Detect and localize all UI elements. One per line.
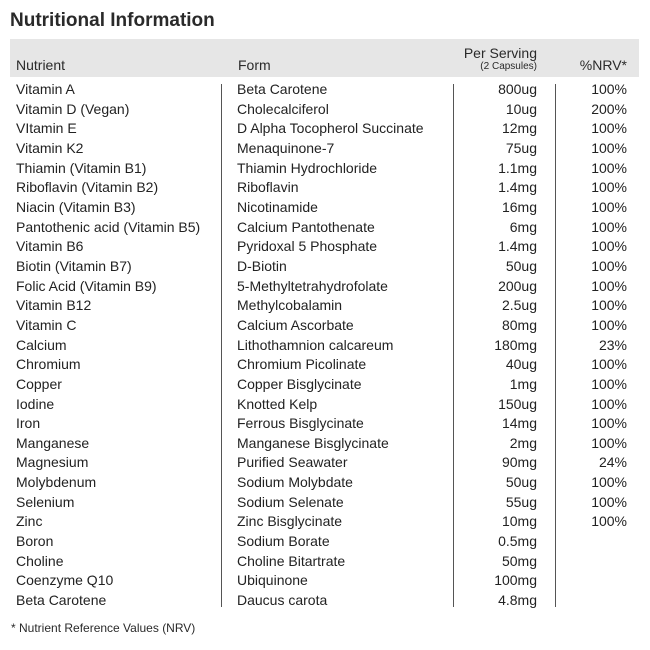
form-cell: Calcium Ascorbate [237, 316, 354, 333]
nutrient-cell: Molybdenum [16, 474, 97, 491]
nrv-cell: 24% [598, 454, 627, 471]
per-serving-cell: 2mg [509, 434, 537, 451]
nrv-cell: 200% [591, 100, 627, 117]
per-serving-cell: 4.8mg [498, 592, 537, 609]
form-cell: Lithothamnion calcareum [237, 336, 394, 353]
nrv-cell: 100% [591, 198, 627, 215]
form-cell: Knotted Kelp [237, 395, 318, 412]
table-row [10, 571, 639, 591]
nrv-cell: 100% [591, 238, 627, 255]
nutrient-cell: Vitamin A [16, 81, 75, 97]
nutrient-cell: Vitamin K2 [16, 139, 84, 156]
per-serving-cell: 50ug [505, 474, 537, 491]
form-cell: Copper Bisglycinate [237, 375, 362, 392]
table-row [10, 375, 639, 395]
nutrient-cell: Thiamin (Vitamin B1) [16, 159, 147, 176]
nrv-cell: 100% [591, 474, 627, 491]
table-row [10, 355, 639, 375]
per-serving-cell: 50ug [505, 257, 537, 274]
form-cell: Sodium Borate [237, 533, 330, 550]
per-serving-cell: 150ug [498, 395, 537, 412]
table-row [10, 178, 639, 198]
nrv-cell: 100% [591, 257, 627, 274]
form-cell: Pyridoxal 5 Phosphate [237, 238, 378, 255]
nrv-cell: 23% [598, 336, 627, 353]
nutrient-cell: VItamin E [16, 120, 77, 137]
nrv-cell: 100% [591, 513, 627, 530]
table-row [10, 218, 639, 238]
per-serving-cell: 2.5ug [501, 297, 537, 314]
nutrient-cell: Selenium [16, 493, 75, 510]
form-cell: Chromium Picolinate [237, 356, 367, 373]
per-serving-cell: 100mg [494, 572, 537, 589]
nrv-cell: 100% [591, 356, 627, 373]
form-cell: Daucus carota [237, 592, 328, 609]
nutrient-cell: Pantothenic acid (Vitamin B5) [16, 218, 201, 235]
nutrient-cell: Iron [16, 415, 41, 432]
nutrient-cell: Choline [16, 552, 64, 569]
form-cell: Methylcobalamin [237, 297, 343, 314]
form-cell: Calcium Pantothenate [237, 218, 375, 235]
table-row [10, 453, 639, 473]
nrv-cell: 100% [591, 395, 627, 412]
nrv-cell: 100% [591, 434, 627, 451]
nutrient-cell: Folic Acid (Vitamin B9) [16, 277, 157, 294]
nutrient-cell: Niacin (Vitamin B3) [16, 198, 136, 215]
table-row [10, 237, 639, 257]
per-serving-cell: 16mg [501, 198, 537, 215]
nrv-cell: 100% [591, 415, 627, 432]
table-row [10, 316, 639, 336]
table-row [10, 532, 639, 552]
form-cell: Nicotinamide [237, 198, 318, 215]
table-row [10, 552, 639, 572]
table-row [10, 512, 639, 532]
nutrient-cell: Calcium [16, 336, 67, 353]
table-header [10, 39, 639, 77]
nrv-cell: 100% [591, 316, 627, 333]
per-serving-cell: 40ug [505, 356, 537, 373]
footnote: * Nutrient Reference Values (NRV) [11, 621, 196, 635]
form-cell: Ferrous Bisglycinate [237, 415, 364, 432]
per-serving-cell: 14mg [501, 415, 537, 432]
nrv-cell: 100% [591, 159, 627, 176]
form-cell: Menaquinone-7 [237, 139, 335, 156]
per-serving-cell: 1.4mg [498, 179, 537, 196]
page-title: Nutritional Information [10, 10, 215, 31]
form-cell: D Alpha Tocopherol Succinate [237, 120, 424, 137]
nutrient-cell: Vitamin B12 [16, 297, 92, 314]
table-row [10, 591, 639, 611]
per-serving-cell: 50mg [501, 552, 537, 569]
table-row [10, 100, 639, 120]
nrv-cell: 100% [591, 277, 627, 294]
per-serving-cell: 1mg [509, 375, 537, 392]
form-cell: Zinc Bisglycinate [237, 513, 343, 530]
nutrient-cell: Zinc [16, 513, 43, 530]
table-row [10, 473, 639, 493]
form-cell: Manganese Bisglycinate [237, 434, 389, 451]
header-per-serving-sublabel: (2 Capsules) [480, 61, 537, 72]
nutrient-cell: Copper [16, 375, 62, 392]
per-serving-cell: 12mg [501, 120, 537, 137]
table-row [10, 493, 639, 513]
per-serving-cell: 0.5mg [498, 533, 537, 550]
nrv-cell: 100% [591, 179, 627, 196]
nutrient-cell: Magnesium [16, 454, 89, 471]
table-row [10, 80, 639, 100]
nrv-cell: 100% [591, 81, 627, 97]
form-cell: Sodium Selenate [237, 493, 344, 510]
form-cell: Choline Bitartrate [237, 552, 346, 569]
per-serving-cell: 200ug [498, 277, 537, 294]
table-row [10, 139, 639, 159]
nutrient-cell: Riboflavin (Vitamin B2) [16, 179, 159, 196]
per-serving-cell: 10mg [501, 513, 537, 530]
table-body [10, 77, 639, 611]
form-cell: Riboflavin [237, 179, 299, 196]
per-serving-cell: 1.1mg [498, 159, 537, 176]
nutrient-cell: Vitamin B6 [16, 238, 84, 255]
nrv-cell: 100% [591, 493, 627, 510]
nutrient-cell: Biotin (Vitamin B7) [16, 257, 132, 274]
form-cell: Ubiquinone [237, 572, 308, 589]
form-cell: 5-Methyltetrahydrofolate [237, 277, 388, 294]
form-cell: Sodium Molybdate [237, 474, 353, 491]
per-serving-cell: 1.4mg [498, 238, 537, 255]
table-row [10, 257, 639, 277]
form-cell: Purified Seawater [237, 454, 348, 471]
table-row [10, 434, 639, 454]
nutrient-cell: Vitamin C [16, 316, 77, 333]
nutrient-cell: Vitamin D (Vegan) [16, 100, 130, 117]
table-row [10, 119, 639, 139]
table-row [10, 395, 639, 415]
header-per-serving-label: Per Serving [463, 45, 537, 61]
per-serving-cell: 6mg [509, 218, 537, 235]
per-serving-cell: 180mg [494, 336, 537, 353]
per-serving-cell: 90mg [501, 454, 537, 471]
nutrient-cell: Chromium [16, 356, 81, 373]
nutrient-cell: Boron [16, 533, 54, 550]
form-cell: Cholecalciferol [237, 100, 329, 117]
header-nrv: %NRV* [579, 57, 627, 73]
header-nutrient: Nutrient [16, 57, 66, 73]
header-per-serving [464, 45, 537, 73]
nrv-cell: 100% [591, 218, 627, 235]
nutrient-cell: Manganese [16, 434, 90, 451]
table-row [10, 296, 639, 316]
nrv-cell: 100% [591, 297, 627, 314]
table-row [10, 414, 639, 434]
header-form: Form [238, 57, 271, 73]
table-row [10, 159, 639, 179]
nutrient-cell: Iodine [16, 395, 55, 412]
nutrition-table [10, 39, 639, 611]
table-row [10, 277, 639, 297]
per-serving-cell: 80mg [501, 316, 537, 333]
per-serving-cell: 55ug [505, 493, 537, 510]
form-cell: Beta Carotene [237, 81, 328, 97]
nutrient-cell: Beta Carotene [16, 592, 107, 609]
nrv-cell: 100% [591, 139, 627, 156]
table-row [10, 198, 639, 218]
form-cell: D-Biotin [237, 257, 287, 274]
nrv-cell: 100% [591, 120, 627, 137]
per-serving-cell: 10ug [505, 100, 537, 117]
per-serving-cell: 800ug [498, 81, 537, 97]
nutrient-cell: Coenzyme Q10 [16, 572, 114, 589]
per-serving-cell: 75ug [505, 139, 537, 156]
nrv-cell: 100% [591, 375, 627, 392]
table-row [10, 336, 639, 356]
form-cell: Thiamin Hydrochloride [237, 159, 378, 176]
